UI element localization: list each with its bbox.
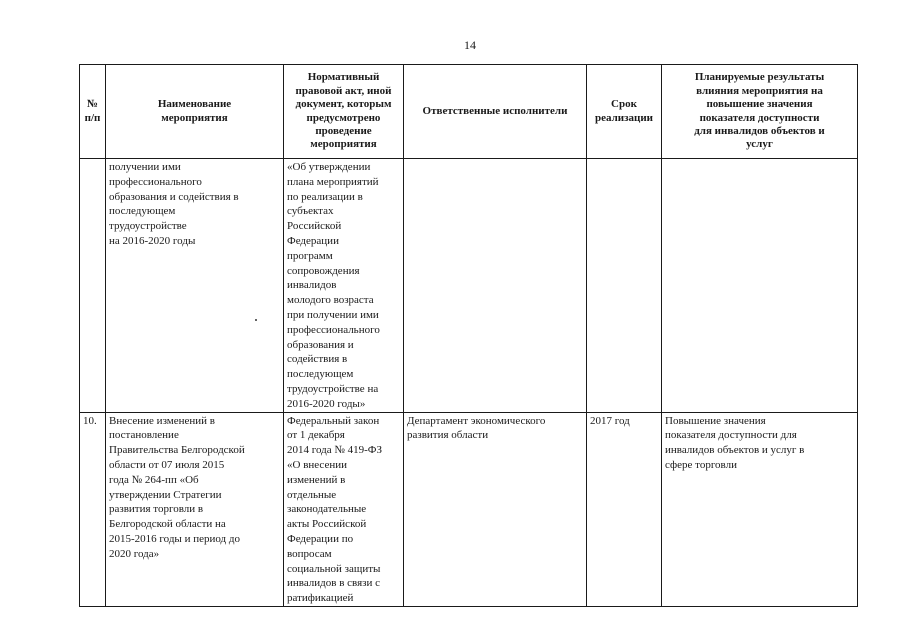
cell-planned-results bbox=[662, 159, 858, 413]
cell-legal-act: Федеральный закон от 1 декабря 2014 года № 419-ФЗ «О внесении изменений в отдельные законодательные акты Российской Федерации по вопросам социальной защиты инвалидов в связи с ратификацией bbox=[284, 412, 404, 606]
header-measure-name: Наименование мероприятия bbox=[106, 65, 284, 159]
page-number: 14 bbox=[464, 38, 476, 52]
cell-number: 10. bbox=[80, 412, 106, 606]
cell-planned-results: Повышение значения показателя доступности для инвалидов объектов и услуг в сфере торговли bbox=[662, 412, 858, 606]
cell-measure-name: Внесение изменений в постановление Правительства Белгородской области от 07 июля 2015 года № 264-пп «Об утверждении Стратегии развития торговли в Белгородской области на 2015-2016 годы и период до 2020 года» bbox=[106, 412, 284, 606]
header-term: Срок реализации bbox=[587, 65, 662, 159]
measures-table bbox=[79, 64, 858, 607]
scan-speck bbox=[255, 319, 257, 321]
cell-term: 2017 год bbox=[587, 412, 662, 606]
cell-executors: Департамент экономического развития области bbox=[404, 412, 587, 606]
cell-term bbox=[587, 159, 662, 413]
table-row bbox=[80, 159, 858, 413]
header-planned-results: Планируемые результаты влияния мероприятия на повышение значения показателя доступности для инвалидов объектов и услуг bbox=[662, 65, 858, 159]
table-row bbox=[80, 412, 858, 606]
header-number: № п/п bbox=[80, 65, 106, 159]
cell-executors bbox=[404, 159, 587, 413]
cell-measure-name: получении ими профессионального образования и содействия в последующем трудоустройстве на 2016-2020 годы bbox=[106, 159, 284, 413]
cell-number bbox=[80, 159, 106, 413]
table-header-row bbox=[80, 65, 858, 159]
cell-legal-act: «Об утверждении плана мероприятий по реализации в субъектах Российской Федерации программ сопровождения инвалидов молодого возраста при получении ими профессионального образования и содействия в последующем трудоустройстве на 2016-2020 годы» bbox=[284, 159, 404, 413]
header-executors: Ответственные исполнители bbox=[404, 65, 587, 159]
header-legal-act: Нормативный правовой акт, иной документ, которым предусмотрено проведение мероприятия bbox=[284, 65, 404, 159]
